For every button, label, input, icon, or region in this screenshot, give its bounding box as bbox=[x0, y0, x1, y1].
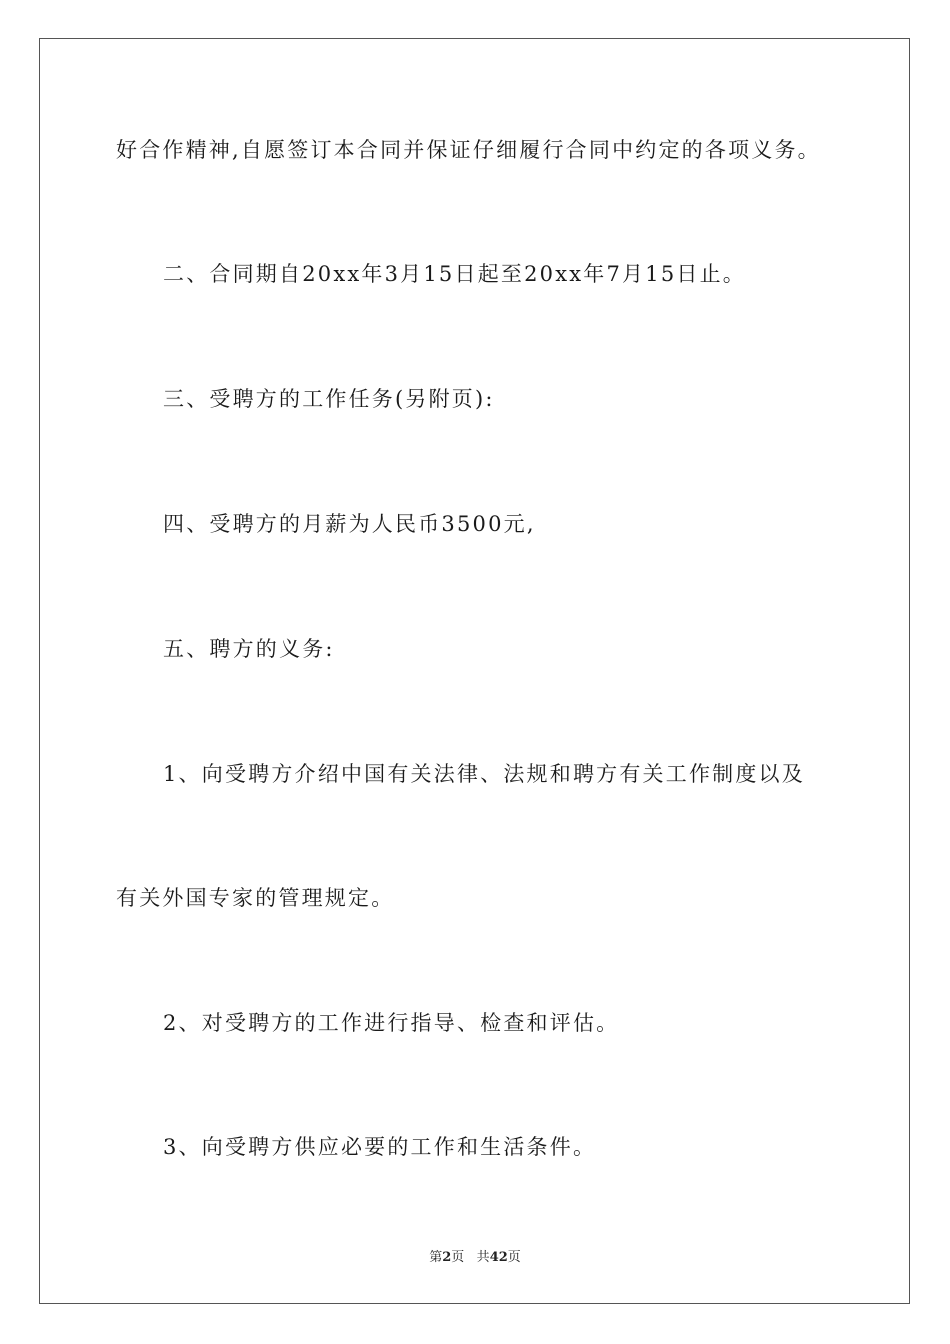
obligation-item-2: 2、对受聘方的工作进行指导、检查和评估。 bbox=[163, 1011, 620, 1035]
obligation-item-1-continued: 有关外国专家的管理规定。 bbox=[116, 886, 395, 910]
footer-current-page: 2 bbox=[442, 1250, 452, 1265]
page-frame bbox=[39, 38, 910, 1304]
footer-page-unit: 页 bbox=[451, 1250, 465, 1265]
footer-total-pages: 42 bbox=[489, 1250, 508, 1265]
clause-monthly-salary: 四、受聘方的月薪为人民币3500元, bbox=[163, 512, 536, 536]
clause-employer-obligations: 五、聘方的义务: bbox=[163, 637, 335, 661]
obligation-item-3: 3、向受聘方供应必要的工作和生活条件。 bbox=[163, 1135, 597, 1159]
clause-contract-period: 二、合同期自20xx年3月15日起至20xx年7月15日止。 bbox=[163, 262, 746, 286]
clause-work-tasks: 三、受聘方的工作任务(另附页): bbox=[163, 387, 495, 411]
page-footer bbox=[0, 1246, 950, 1265]
footer-prefix: 第 bbox=[429, 1250, 443, 1265]
obligation-item-1: 1、向受聘方介绍中国有关法律、法规和聘方有关工作制度以及 bbox=[163, 762, 805, 786]
paragraph-continuation: 好合作精神,自愿签订本合同并保证仔细履行合同中约定的各项义务。 bbox=[116, 138, 821, 162]
footer-total-prefix: 共 bbox=[476, 1250, 490, 1265]
footer-total-unit: 页 bbox=[507, 1250, 521, 1265]
